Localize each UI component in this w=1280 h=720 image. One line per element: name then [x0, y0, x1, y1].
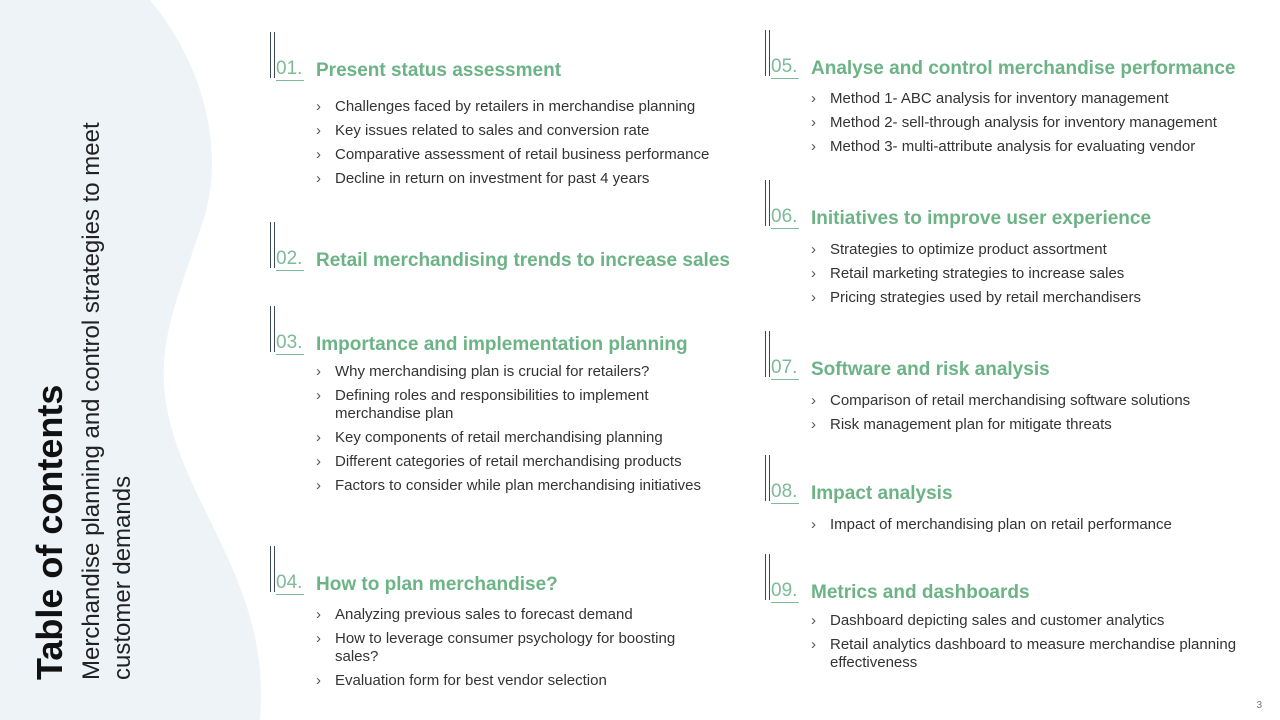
- list-item: › Why merchandising plan is crucial for retailers?: [316, 363, 716, 381]
- list-item: › Analyzing previous sales to forecast demand: [316, 606, 716, 624]
- list-item: › Key components of retail merchandising planning: [316, 429, 716, 447]
- page-number: 3: [1256, 700, 1262, 711]
- page-subtitle: Merchandise planning and control strategies to meet customer demands: [78, 122, 136, 680]
- section-title: How to plan merchandise?: [316, 574, 558, 595]
- section-number: 05.: [771, 56, 798, 77]
- list-item: › Risk management plan for mitigate threats: [811, 416, 1251, 434]
- section-title: Metrics and dashboards: [811, 582, 1030, 603]
- section-number: 01.: [276, 58, 303, 79]
- list-item: › Decline in return on investment for past 4 years: [316, 170, 716, 188]
- list-item: › Method 2- sell-through analysis for inventory management: [811, 114, 1251, 132]
- list-item: › Evaluation form for best vendor selection: [316, 672, 716, 690]
- list-item: › Pricing strategies used by retail merchandisers: [811, 289, 1251, 307]
- section-number: 09.: [771, 580, 798, 601]
- list-item: › Retail marketing strategies to increase sales: [811, 265, 1251, 283]
- list-item: › Dashboard depicting sales and customer analytics: [811, 612, 1251, 630]
- section-items: [811, 516, 1251, 540]
- list-item: › Different categories of retail merchandising products: [316, 453, 716, 471]
- section-items: [811, 612, 1251, 678]
- section-title: Retail merchandising trends to increase sales: [316, 250, 730, 271]
- section-title: Impact analysis: [811, 483, 953, 504]
- list-item: › Impact of merchandising plan on retail performance: [811, 516, 1251, 534]
- section-items: [316, 363, 716, 501]
- section-items: [316, 98, 716, 194]
- list-item: › How to leverage consumer psychology for boosting sales?: [316, 630, 716, 666]
- list-item: › Defining roles and responsibilities to implement merchandise plan: [316, 387, 716, 423]
- section-number: 04.: [276, 572, 303, 593]
- list-item: › Strategies to optimize product assortment: [811, 241, 1251, 259]
- section-title: Initiatives to improve user experience: [811, 208, 1152, 229]
- section-number: 06.: [771, 206, 798, 227]
- list-item: › Comparison of retail merchandising software solutions: [811, 392, 1251, 410]
- list-item: › Challenges faced by retailers in merchandise planning: [316, 98, 716, 116]
- section-items: [811, 90, 1251, 162]
- page-title: Table of contents: [29, 384, 70, 680]
- section-items: [811, 392, 1251, 440]
- list-item: › Retail analytics dashboard to measure merchandise planning effectiveness: [811, 636, 1251, 672]
- section-number: 08.: [771, 481, 798, 502]
- section-items: [316, 606, 716, 696]
- side-title: [30, 40, 138, 680]
- section-number: 07.: [771, 357, 798, 378]
- list-item: › Comparative assessment of retail business performance: [316, 146, 716, 164]
- list-item: › Factors to consider while plan merchandising initiatives: [316, 477, 716, 495]
- section-number: 03.: [276, 332, 303, 353]
- section-title: Present status assessment: [316, 60, 562, 81]
- section-items: [811, 241, 1251, 313]
- section-title: Analyse and control merchandise performance: [811, 58, 1236, 79]
- section-number: 02.: [276, 248, 303, 269]
- list-item: › Method 3- multi-attribute analysis for evaluating vendor: [811, 138, 1251, 156]
- section-title: Software and risk analysis: [811, 359, 1050, 380]
- list-item: › Method 1- ABC analysis for inventory management: [811, 90, 1251, 108]
- list-item: › Key issues related to sales and conversion rate: [316, 122, 716, 140]
- section-title: Importance and implementation planning: [316, 334, 688, 355]
